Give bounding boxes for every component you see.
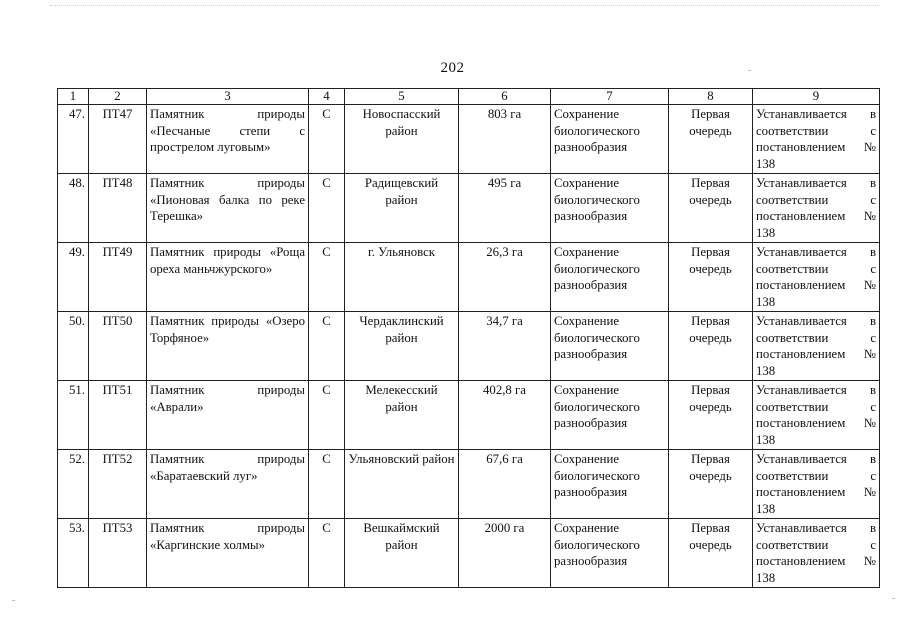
table-row — [58, 105, 880, 174]
object-district: Вешкаймский район — [345, 519, 459, 588]
object-priority: Первая очередь — [669, 174, 753, 243]
row-number: 52. — [58, 450, 89, 519]
object-name: Памятник природы «Песчаные степи с прострелом луговым» — [147, 105, 309, 174]
object-category: С — [309, 105, 345, 174]
row-number: 50. — [58, 312, 89, 381]
row-number: 53. — [58, 519, 89, 588]
object-regulation: Устанавливается в соответствии с постановлением № 138 — [753, 105, 880, 174]
object-name: Памятник природы «Роща ореха маньчжурского» — [147, 243, 309, 312]
object-district: Чердаклинский район — [345, 312, 459, 381]
object-name: Памятник природы «Пионовая балка по реке Терешка» — [147, 174, 309, 243]
object-regulation: Устанавливается в соответствии с постановлением № 138 — [753, 174, 880, 243]
scan-speck — [748, 70, 751, 71]
object-name: Памятник природы «Баратаевский луг» — [147, 450, 309, 519]
object-category: С — [309, 312, 345, 381]
header-cell-8: 8 — [669, 89, 753, 105]
header-cell-1: 1 — [58, 89, 89, 105]
object-area: 67,6 га — [459, 450, 551, 519]
object-priority: Первая очередь — [669, 381, 753, 450]
row-number: 51. — [58, 381, 89, 450]
header-row — [58, 89, 880, 105]
object-regulation: Устанавливается в соответствии с постановлением № 138 — [753, 243, 880, 312]
table-row — [58, 243, 880, 312]
object-priority: Первая очередь — [669, 519, 753, 588]
table-row — [58, 519, 880, 588]
table-row — [58, 174, 880, 243]
object-district: Мелекесский район — [345, 381, 459, 450]
row-number: 49. — [58, 243, 89, 312]
object-district: Ульяновский район — [345, 450, 459, 519]
object-code: ПТ49 — [89, 243, 147, 312]
object-area: 495 га — [459, 174, 551, 243]
natural-monuments-table — [57, 88, 880, 588]
object-purpose: Сохранение биологического разнообразия — [551, 450, 669, 519]
object-purpose: Сохранение биологического разнообразия — [551, 519, 669, 588]
scan-noise-top — [50, 5, 880, 12]
object-priority: Первая очередь — [669, 450, 753, 519]
object-district: Новоспасский район — [345, 105, 459, 174]
object-category: С — [309, 174, 345, 243]
object-priority: Первая очередь — [669, 243, 753, 312]
object-purpose: Сохранение биологического разнообразия — [551, 174, 669, 243]
object-regulation: Устанавливается в соответствии с постановлением № 138 — [753, 381, 880, 450]
row-number: 47. — [58, 105, 89, 174]
object-name: Памятник природы «Озеро Торфяное» — [147, 312, 309, 381]
object-code: ПТ50 — [89, 312, 147, 381]
object-category: С — [309, 381, 345, 450]
object-area: 803 га — [459, 105, 551, 174]
object-category: С — [309, 519, 345, 588]
scan-speck — [892, 598, 895, 599]
object-category: С — [309, 243, 345, 312]
header-cell-7: 7 — [551, 89, 669, 105]
header-cell-2: 2 — [89, 89, 147, 105]
object-area: 2000 га — [459, 519, 551, 588]
object-area: 402,8 га — [459, 381, 551, 450]
page-number: 202 — [440, 60, 465, 76]
header-cell-5: 5 — [345, 89, 459, 105]
header-cell-9: 9 — [753, 89, 880, 105]
object-code: ПТ47 — [89, 105, 147, 174]
object-code: ПТ52 — [89, 450, 147, 519]
object-priority: Первая очередь — [669, 105, 753, 174]
header-cell-4: 4 — [309, 89, 345, 105]
object-name: Памятник природы «Аврали» — [147, 381, 309, 450]
object-district: г. Ульяновск — [345, 243, 459, 312]
scan-speck — [12, 600, 15, 601]
object-regulation: Устанавливается в соответствии с постановлением № 138 — [753, 312, 880, 381]
object-priority: Первая очередь — [669, 312, 753, 381]
object-code: ПТ48 — [89, 174, 147, 243]
object-code: ПТ51 — [89, 381, 147, 450]
object-area: 26,3 га — [459, 243, 551, 312]
header-cell-6: 6 — [459, 89, 551, 105]
object-purpose: Сохранение биологического разнообразия — [551, 312, 669, 381]
table-row — [58, 312, 880, 381]
object-regulation: Устанавливается в соответствии с постановлением № 138 — [753, 519, 880, 588]
object-area: 34,7 га — [459, 312, 551, 381]
table-row — [58, 450, 880, 519]
object-name: Памятник природы «Каргинские холмы» — [147, 519, 309, 588]
object-district: Радищевский район — [345, 174, 459, 243]
object-purpose: Сохранение биологического разнообразия — [551, 243, 669, 312]
object-purpose: Сохранение биологического разнообразия — [551, 105, 669, 174]
object-category: С — [309, 450, 345, 519]
object-purpose: Сохранение биологического разнообразия — [551, 381, 669, 450]
table-row — [58, 381, 880, 450]
row-number: 48. — [58, 174, 89, 243]
header-cell-3: 3 — [147, 89, 309, 105]
object-regulation: Устанавливается в соответствии с постановлением № 138 — [753, 450, 880, 519]
object-code: ПТ53 — [89, 519, 147, 588]
